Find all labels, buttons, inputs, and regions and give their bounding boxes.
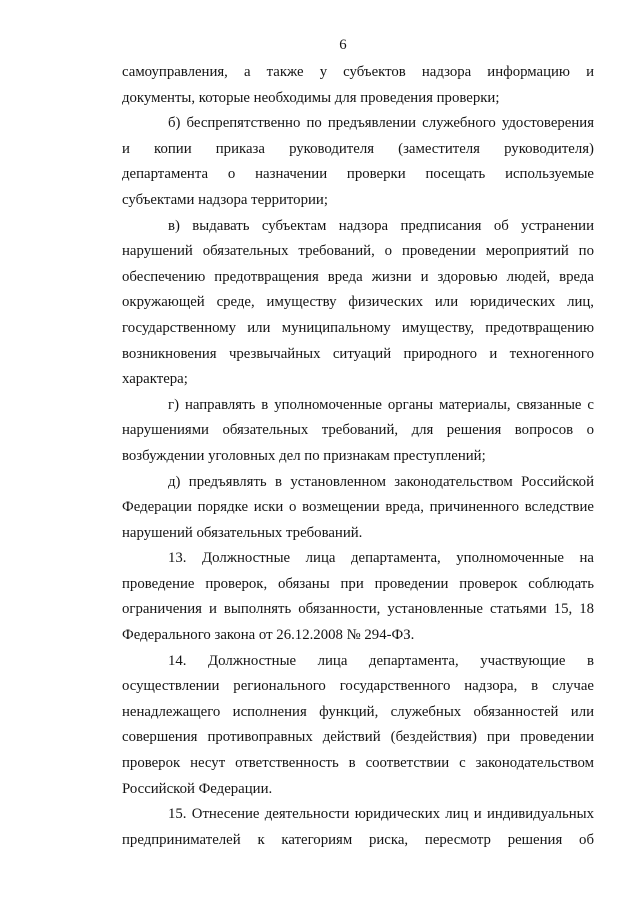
text-line: возбуждении уголовных дел по признакам преступлений; — [122, 447, 486, 464]
text-line: проверок несут ответственность в соответствии с законодательством — [122, 755, 594, 772]
paragraph-item-v — [122, 214, 594, 393]
text-line: г) направлять в уполномоченные органы материалы, связанные с — [168, 396, 594, 413]
text-line: государственному или муниципальному имуществу, предотвращению — [122, 319, 594, 336]
document-body — [122, 60, 594, 853]
text-line: осуществлении регионального государственного надзора, в случае — [122, 678, 594, 695]
page-number: 6 — [339, 37, 347, 53]
paragraph-item-g — [122, 393, 594, 470]
paragraph-13 — [122, 546, 594, 648]
paragraph-item-b — [122, 111, 594, 213]
text-line: возникновения чрезвычайных ситуаций природного и техногенного — [122, 345, 594, 362]
text-line: ненадлежащего исполнения функций, служебных обязанностей или — [122, 703, 594, 720]
paragraph-continuation — [122, 60, 594, 111]
text-line: б) беспрепятственно по предъявлении служебного удостоверения — [168, 115, 594, 132]
text-line: обеспечению предотвращения вреда жизни и здоровью людей, вреда — [122, 268, 594, 285]
text-line: документы, которые необходимы для проведения проверки; — [122, 89, 500, 106]
text-line: предпринимателей к категориям риска, пересмотр решения об — [122, 831, 594, 848]
text-line: д) предъявлять в установленном законодательством Российской — [168, 473, 594, 490]
text-line: проведение проверок, обязаны при проведении проверок соблюдать — [122, 575, 594, 592]
paragraph-item-d — [122, 470, 594, 547]
text-line: Федерального закона от 26.12.2008 № 294-ФЗ. — [122, 627, 415, 644]
text-line: нарушений обязательных требований, о проведении мероприятий по — [122, 243, 594, 260]
paragraph-15 — [122, 802, 594, 853]
text-line: характера; — [122, 371, 188, 388]
text-line: нарушениями обязательных требований, для решения вопросов о — [122, 422, 594, 439]
text-line: 15. Отнесение деятельности юридических лиц и индивидуальных — [168, 806, 594, 823]
paragraph-14 — [122, 649, 594, 803]
text-line: совершения противоправных действий (бездействия) при проведении — [122, 729, 594, 746]
text-line: 14. Должностные лица департамента, участвующие в — [168, 652, 594, 669]
text-line: 13. Должностные лица департамента, уполномоченные на — [168, 550, 594, 567]
text-line: и копии приказа руководителя (заместителя руководителя) — [122, 140, 594, 157]
text-line: в) выдавать субъектам надзора предписания об устранении — [168, 217, 594, 234]
text-line: нарушений обязательных требований. — [122, 524, 363, 541]
text-line: окружающей среде, имуществу физических или юридических лиц, — [122, 294, 594, 311]
text-line: Российской Федерации. — [122, 780, 273, 797]
text-line: субъектами надзора территории; — [122, 191, 328, 208]
text-line: Федерации порядке иски о возмещении вреда, причиненного вследствие — [122, 499, 594, 516]
text-line: ограничения и выполнять обязанности, установленные статьями 15, 18 — [122, 601, 594, 618]
text-line: департамента о назначении проверки посещать используемые — [122, 166, 594, 183]
text-line: самоуправления, а также у субъектов надзора информацию и — [122, 64, 594, 80]
